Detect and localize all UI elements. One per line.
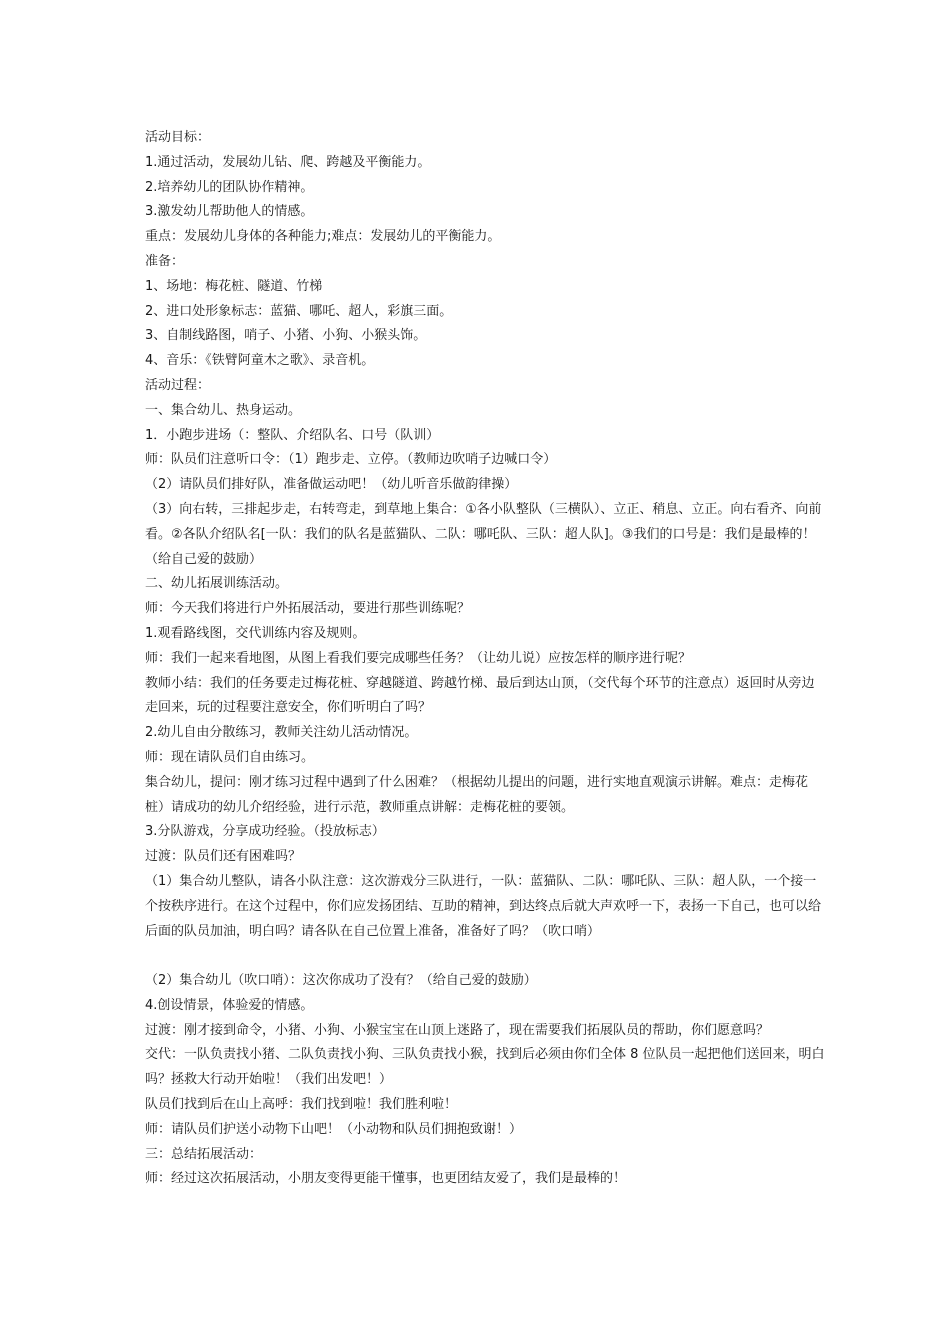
paragraph: 1．小跑步进场（：整队、介绍队名、口号（队训） — [145, 427, 440, 443]
paragraph: （1）集合幼儿整队，请各小队注意：这次游戏分三队进行，一队：蓝猫队、二队：哪吒队、三队：超人队，一个接一个按秩序进行。在这个过程中，你们应发扬团结、互助的精神，到达终点后就大声欢呼一下，表扬一下自己，也可以给后面的队员加油，明白吗？请各队在自己位置上准备，准备好了吗？（吹口哨） — [145, 873, 822, 939]
paragraph: 3、自制线路图，哨子、小猪、小狗、小猴头饰。 — [145, 328, 427, 344]
paragraph: 一、集合幼儿、热身运动。 — [145, 402, 302, 418]
paragraph: 1.观看路线图，交代训练内容及规则。 — [145, 625, 366, 641]
paragraph: 三：总结拓展活动： — [145, 1146, 263, 1162]
paragraph: 过渡：队员们还有困难吗？ — [145, 849, 302, 865]
paragraph: 2.幼儿自由分散练习，教师关注幼儿活动情况。 — [145, 725, 418, 741]
paragraph: 4、音乐：《铁臂阿童木之歌》、录音机。 — [145, 353, 375, 369]
paragraph: （2）集合幼儿（吹口哨）：这次你成功了没有？（给自己爱的鼓励） — [145, 973, 537, 989]
paragraph: 师：我们一起来看地图，从图上看我们要完成哪些任务？（让幼儿说）应按怎样的顺序进行呢？ — [145, 650, 692, 666]
paragraph: 4.创设情景，体验爱的情感。 — [145, 997, 314, 1013]
paragraph: （2）请队员们排好队，准备做运动吧！（幼儿听音乐做韵律操） — [145, 477, 518, 493]
paragraph: 准备： — [145, 253, 185, 269]
paragraph: 1.通过活动，发展幼儿钻、爬、跨越及平衡能力。 — [145, 154, 431, 170]
document-body — [145, 126, 825, 1192]
paragraph: 1、场地：梅花桩、隧道、竹梯 — [145, 278, 323, 294]
paragraph: 3.分队游戏，分享成功经验。（投放标志） — [145, 824, 385, 840]
paragraph: 2.培养幼儿的团队协作精神。 — [145, 179, 314, 195]
paragraph: 交代：一队负责找小猪、二队负责找小狗、三队负责找小猴，找到后必须由你们全体 8 位队员一起把他们送回来，明白吗？拯救大行动开始啦！（我们出发吧！） — [145, 1047, 825, 1088]
paragraph: 师：队员们注意听口令：（1）跑步走、立停。（教师边吹哨子边喊口令） — [145, 452, 557, 468]
paragraph: 2、进口处形象标志：蓝猫、哪吒、超人，彩旗三面。 — [145, 303, 453, 319]
paragraph: 过渡：刚才接到命令，小猪、小狗、小猴宝宝在山顶上迷路了，现在需要我们拓展队员的帮助，你们愿意吗？ — [145, 1022, 770, 1038]
paragraph: 师：今天我们将进行户外拓展活动，要进行那些训练呢？ — [145, 601, 471, 617]
paragraph: 活动目标： — [145, 130, 211, 145]
paragraph: 队员们找到后在山上高呼：我们找到啦！我们胜利啦！ — [145, 1097, 458, 1113]
paragraph: 师：现在请队员们自由练习。 — [145, 749, 315, 765]
paragraph: 3.激发幼儿帮助他人的情感。 — [145, 204, 314, 220]
paragraph: 活动过程： — [145, 377, 211, 393]
paragraph: 集合幼儿，提问：刚才练习过程中遇到了什么困难？（根据幼儿提出的问题，进行实地直观演示讲解。难点：走梅花桩）请成功的幼儿介绍经验，进行示范，教师重点讲解：走梅花桩的要领。 — [145, 774, 809, 815]
paragraph: 二、幼儿拓展训练活动。 — [145, 576, 289, 592]
paragraph: 教师小结：我们的任务要走过梅花桩、穿越隧道、跨越竹梯、最后到达山顶，（交代每个环节的注意点）返回时从旁边走回来，玩的过程要注意安全，你们听明白了吗？ — [145, 675, 815, 716]
paragraph: 师：经过这次拓展活动，小朋友变得更能干懂事，也更团结友爱了，我们是最棒的！ — [145, 1171, 627, 1187]
paragraph: 重点：发展幼儿身体的各种能力;难点：发展幼儿的平衡能力。 — [145, 229, 501, 245]
paragraph: 师：请队员们护送小动物下山吧！（小动物和队员们拥抱致谢！） — [145, 1121, 523, 1137]
blank-line — [145, 944, 825, 969]
paragraph: （3）向右转，三排起步走，右转弯走，到草地上集合：①各小队整队（三横队）、立正、稍息、立正。向右看齐、向前看。②各队介绍队名[一队：我们的队名是蓝猫队、二队：哪吒队、三队：超人队]。③我们的口号是：我们是最棒的！（给自己爱的鼓励） — [145, 501, 822, 567]
